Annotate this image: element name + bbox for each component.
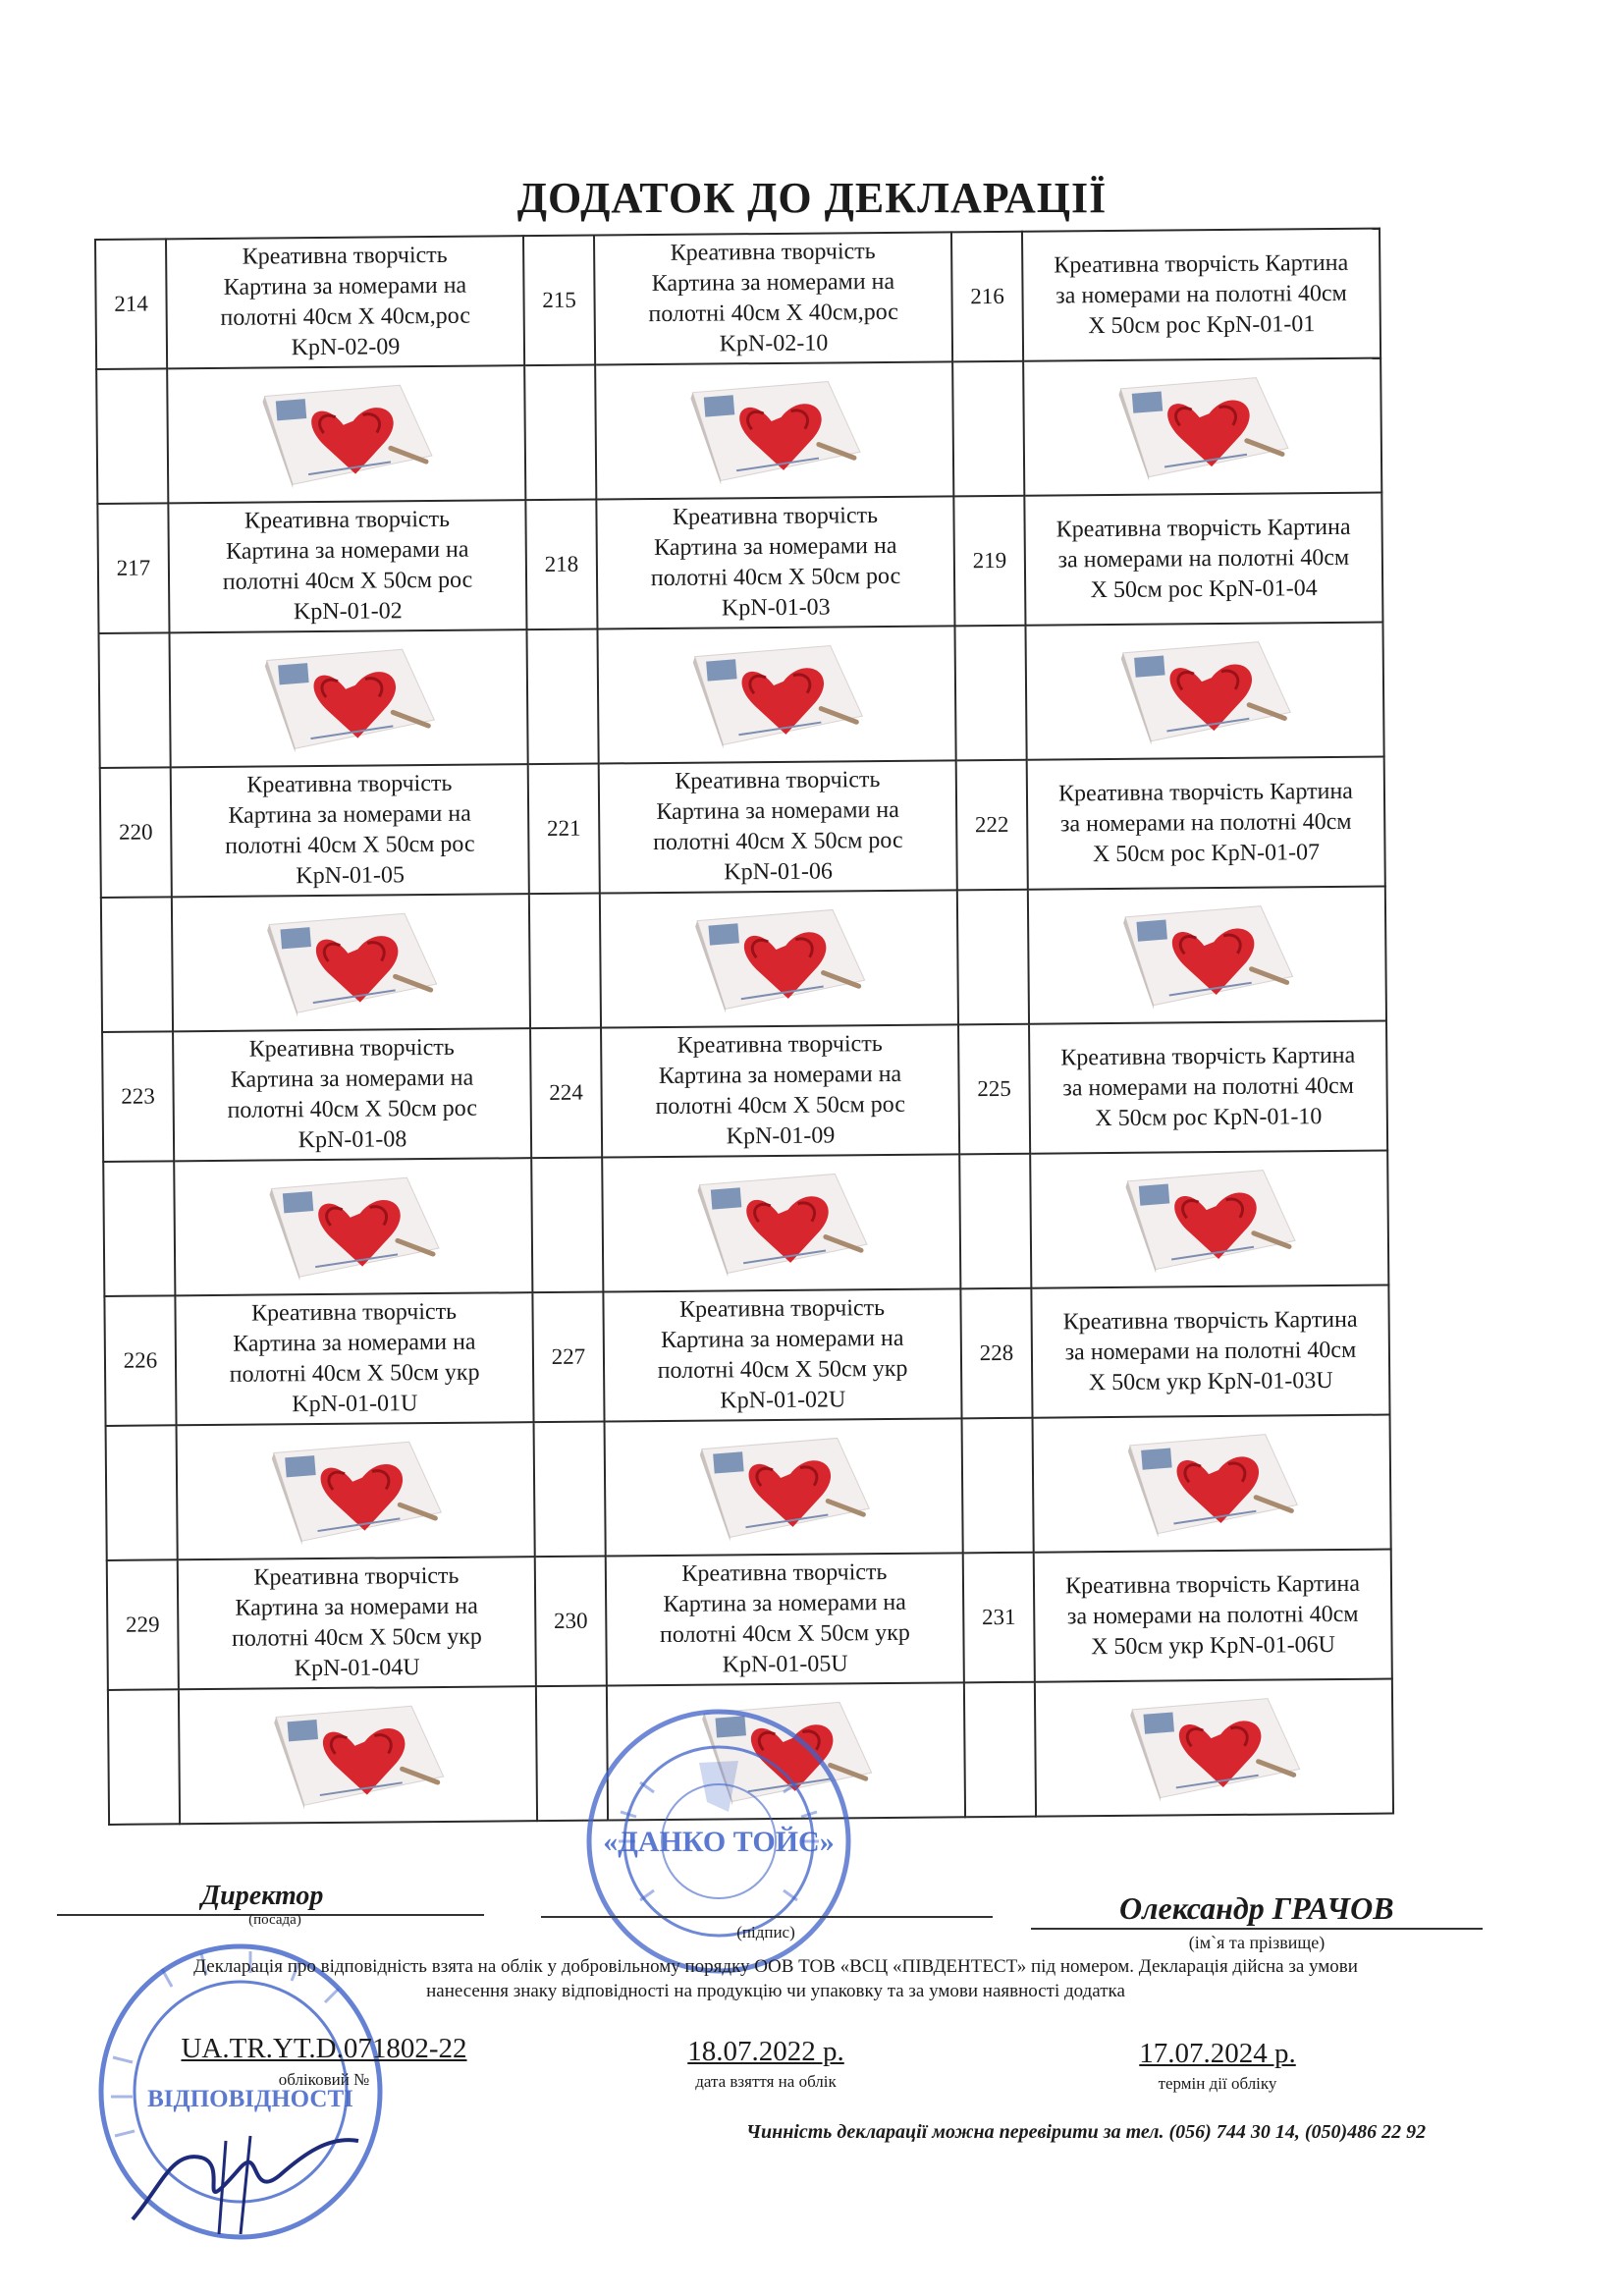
item-number: 218 — [525, 500, 597, 630]
item-description — [596, 496, 954, 629]
item-number: 220 — [100, 767, 172, 898]
product-image-cell — [172, 894, 530, 1031]
text-row — [107, 1550, 1392, 1690]
description-line: Картина за номерами на — [230, 1065, 474, 1093]
position-label: (посада) — [248, 1912, 301, 1928]
description-line: полотні 40см Х 50см рос — [650, 563, 901, 592]
item-number: 222 — [956, 760, 1028, 891]
description-line: Картина за номерами на — [653, 532, 897, 562]
item-description — [1024, 493, 1382, 626]
signature-line — [541, 1916, 993, 1918]
empty-number-cell — [952, 361, 1024, 497]
item-description — [173, 1028, 531, 1161]
product-box-image — [1111, 633, 1299, 748]
description-line: за номерами на полотні 40см — [1064, 1337, 1357, 1365]
description-line: KpN-02-09 — [291, 334, 401, 361]
empty-number-cell — [108, 1689, 180, 1825]
item-number: 231 — [963, 1553, 1035, 1683]
description-line: полотні 40см Х 50см рос — [653, 827, 903, 856]
image-row — [101, 887, 1386, 1032]
empty-number-cell — [524, 365, 596, 501]
product-image-cell — [600, 890, 958, 1027]
product-box-image — [257, 905, 445, 1020]
description-line: Х 50см рос KpN-01-07 — [1092, 839, 1321, 867]
product-table-wrap — [94, 228, 1384, 1826]
registration-date-label: дата взяття на облік — [695, 2072, 837, 2091]
description-line: Х 50см укр KpN-01-06U — [1091, 1631, 1336, 1660]
registration-number-label: обліковий № — [278, 2070, 370, 2089]
description-line: Х 50см рос KpN-01-01 — [1088, 310, 1316, 339]
product-box-image — [255, 641, 443, 756]
item-number: 226 — [104, 1295, 176, 1426]
product-box-image — [680, 373, 868, 488]
product-box-image — [252, 377, 440, 492]
empty-number-cell — [531, 1158, 603, 1293]
product-image-cell — [1025, 623, 1383, 760]
description-line: Картина за номерами на — [651, 268, 895, 298]
product-box-image — [262, 1434, 450, 1549]
director-full-name: Олександр ГРАЧОВ — [1119, 1890, 1394, 1926]
declaration-note — [88, 1954, 1463, 2003]
description-line: KpN-01-09 — [726, 1122, 836, 1150]
description-line: KpN-01-01U — [292, 1391, 418, 1418]
product-box-image — [685, 902, 873, 1016]
empty-number-cell — [99, 632, 171, 768]
empty-number-cell — [106, 1425, 178, 1560]
page-title: ДОДАТОК ДО ДЕКЛАРАЦІЇ — [516, 174, 1108, 222]
item-number: 228 — [960, 1288, 1032, 1419]
product-image-cell — [177, 1422, 535, 1559]
product-box-image — [1113, 898, 1301, 1012]
empty-number-cell — [962, 1418, 1034, 1554]
empty-number-cell — [964, 1682, 1036, 1818]
image-row — [99, 623, 1384, 768]
description-line: полотні 40см Х 50см рос — [222, 567, 473, 595]
description-line: за номерами на полотні 40см — [1062, 1072, 1354, 1101]
description-line: Креативна творчість — [244, 506, 451, 534]
product-image-cell — [597, 626, 955, 763]
note-line-1: Декларація про відповідність взята на облік у добровільному порядку ООВ ТОВ «ВСЦ «ПІВДЕНТЕСТ» під номером. Декларація дійсна за умови — [193, 1956, 1358, 1977]
product-box-image — [1120, 1690, 1308, 1805]
product-image-cell — [1023, 358, 1381, 496]
description-line: Креативна творчість — [250, 1298, 458, 1327]
description-line: KpN-01-02U — [720, 1387, 846, 1414]
empty-number-cell — [529, 894, 601, 1029]
empty-number-cell — [534, 1422, 606, 1558]
item-number: 217 — [97, 503, 169, 633]
description-line: Картина за номерами на — [658, 1061, 902, 1090]
product-box-image — [264, 1698, 452, 1813]
description-line: Креативна творчість — [677, 1031, 883, 1059]
item-description — [1029, 1021, 1387, 1154]
product-image-cell — [1030, 1151, 1388, 1288]
description-line: Креативна творчість Картина — [1064, 1570, 1361, 1599]
description-line: Креативна творчість — [681, 1559, 888, 1587]
product-image-cell — [1028, 887, 1386, 1024]
item-description — [168, 500, 526, 632]
item-description — [1031, 1285, 1389, 1418]
image-row — [96, 358, 1381, 504]
description-line: Картина за номерами на — [656, 796, 899, 826]
registration-number: UA.TR.YT.D.071802-22 — [181, 2033, 467, 2064]
description-line: Х 50см рос KpN-01-10 — [1095, 1103, 1323, 1131]
description-line: Креативна творчість — [248, 1034, 455, 1063]
text-row — [102, 1021, 1387, 1162]
item-description — [599, 760, 957, 893]
item-number: 219 — [953, 496, 1025, 627]
description-line: Креативна творчість — [246, 770, 453, 798]
description-line: Креативна творчість — [670, 239, 876, 266]
text-row — [97, 493, 1382, 633]
description-line: за номерами на полотні 40см — [1056, 280, 1347, 308]
text-row — [95, 229, 1380, 369]
item-description — [601, 1024, 959, 1157]
description-line: Картина за номерами на — [225, 536, 469, 565]
empty-number-cell — [957, 890, 1029, 1025]
product-image-cell — [170, 629, 528, 767]
item-description — [594, 232, 952, 364]
product-box-image — [683, 637, 871, 752]
item-number: 225 — [958, 1024, 1030, 1155]
description-line: полотні 40см Х 50см укр — [231, 1623, 482, 1652]
product-image-cell — [605, 1418, 963, 1556]
description-line: Креативна творчість — [675, 767, 881, 794]
product-box-image — [1118, 1426, 1306, 1541]
text-row — [100, 757, 1385, 898]
image-row — [106, 1415, 1391, 1560]
product-table — [94, 228, 1394, 1826]
description-line: полотні 40см Х 50см укр — [229, 1359, 480, 1388]
product-box-image — [1115, 1162, 1303, 1277]
description-line: Х 50см рос KpN-01-04 — [1090, 574, 1318, 603]
description-line: Картина за номерами на — [223, 272, 467, 301]
description-line: полотні 40см Х 50см укр — [657, 1355, 908, 1385]
product-box-image — [1109, 369, 1296, 484]
item-number: 224 — [530, 1028, 602, 1159]
validity-date-label: термін дії обліку — [1158, 2074, 1277, 2093]
description-line: за номерами на полотні 40см — [1057, 544, 1350, 573]
item-description — [603, 1288, 961, 1421]
product-box-image — [259, 1170, 447, 1285]
description-line: полотні 40см Х 50см рос — [227, 1095, 478, 1123]
description-line: Креативна творчість Картина — [1054, 249, 1349, 278]
seal-company-text: «ДАНКО ТОЙС» — [603, 1826, 835, 1858]
item-number: 216 — [951, 232, 1023, 362]
product-image-cell — [167, 365, 525, 503]
item-number: 214 — [95, 239, 167, 369]
stamp-org-text: ВІДПОВІДНОСТІ — [147, 2086, 353, 2112]
item-number: 229 — [107, 1559, 179, 1690]
note-line-2: нанесення знаку відповідності на продукцію чи упаковку та за умови наявності додатка — [426, 1981, 1125, 2001]
product-image-cell — [602, 1154, 960, 1291]
empty-number-cell — [96, 368, 168, 504]
description-line: Креативна творчість Картина — [1057, 778, 1354, 806]
description-line: Креативна творчість Картина — [1060, 1042, 1356, 1070]
empty-number-cell — [526, 629, 598, 765]
signature-label: (підпис) — [736, 1923, 795, 1941]
verification-phone-note: Чинність декларації можна перевірити за тел. (056) 744 30 14, (050)486 22 92 — [746, 2121, 1427, 2143]
product-image-cell — [174, 1158, 532, 1295]
description-line: KpN-01-04U — [294, 1655, 420, 1682]
description-line: Креативна творчість — [678, 1295, 886, 1323]
description-line: за номерами на полотні 40см — [1059, 808, 1352, 837]
product-box-image — [690, 1430, 878, 1545]
registration-date: 18.07.2022 р. — [687, 2036, 844, 2067]
description-line: Креативна творчість Картина — [1056, 514, 1351, 542]
description-line: Картина за номерами на — [663, 1589, 906, 1617]
item-number: 230 — [535, 1557, 607, 1687]
description-line: KpN-01-02 — [293, 598, 403, 626]
item-description — [171, 764, 529, 897]
director-position: Директор — [201, 1881, 324, 1911]
description-line: Картина за номерами на — [233, 1329, 476, 1357]
description-line: Креативна творчість — [672, 503, 879, 530]
product-image-cell — [1033, 1415, 1391, 1553]
empty-number-cell — [103, 1161, 175, 1296]
description-line: Х 50см укр KpN-01-03U — [1088, 1367, 1333, 1395]
empty-number-cell — [954, 626, 1026, 761]
item-number: 221 — [528, 764, 600, 895]
image-row — [103, 1151, 1388, 1296]
product-image-cell — [595, 361, 953, 499]
item-description — [1022, 229, 1380, 361]
name-line — [1031, 1928, 1483, 1930]
description-line: Картина за номерами на — [235, 1593, 478, 1621]
description-line: Креативна творчість — [253, 1562, 460, 1591]
description-line: KpN-01-05 — [296, 862, 406, 890]
description-line: за номерами на полотні 40см — [1066, 1601, 1359, 1629]
item-description — [1034, 1550, 1392, 1682]
item-number: 227 — [532, 1292, 604, 1423]
description-line: Картина за номерами на — [228, 800, 471, 829]
description-line: Картина за номерами на — [660, 1325, 904, 1354]
description-line: полотні 40см Х 50см укр — [659, 1619, 910, 1649]
description-line: Креативна творчість Картина — [1062, 1306, 1358, 1335]
item-description — [166, 236, 524, 368]
description-line: KpN-01-06 — [724, 858, 834, 886]
empty-number-cell — [959, 1154, 1031, 1289]
text-row — [104, 1285, 1389, 1426]
name-label: (ім`я та прізвище) — [1188, 1933, 1326, 1952]
description-line: полотні 40см Х 40см,рос — [220, 302, 471, 331]
empty-number-cell — [101, 897, 173, 1032]
description-line: KpN-01-03 — [721, 594, 831, 622]
item-number: 215 — [523, 236, 595, 366]
item-description — [175, 1292, 533, 1425]
description-line: полотні 40см Х 50см рос — [655, 1091, 906, 1121]
product-image-cell — [179, 1686, 537, 1824]
product-image-cell — [1035, 1679, 1393, 1817]
description-line: KpN-02-10 — [719, 330, 829, 357]
description-line: KpN-01-05U — [722, 1651, 848, 1678]
description-line: полотні 40см Х 40см,рос — [648, 299, 899, 328]
description-line: KpN-01-08 — [298, 1126, 407, 1154]
item-description — [178, 1557, 536, 1689]
validity-date: 17.07.2024 р. — [1139, 2038, 1296, 2069]
description-line: полотні 40см Х 50см рос — [225, 831, 475, 859]
product-box-image — [687, 1166, 875, 1281]
item-description — [1027, 757, 1385, 890]
item-number: 223 — [102, 1031, 174, 1162]
item-description — [606, 1553, 964, 1685]
description-line: Креативна творчість — [242, 242, 448, 270]
